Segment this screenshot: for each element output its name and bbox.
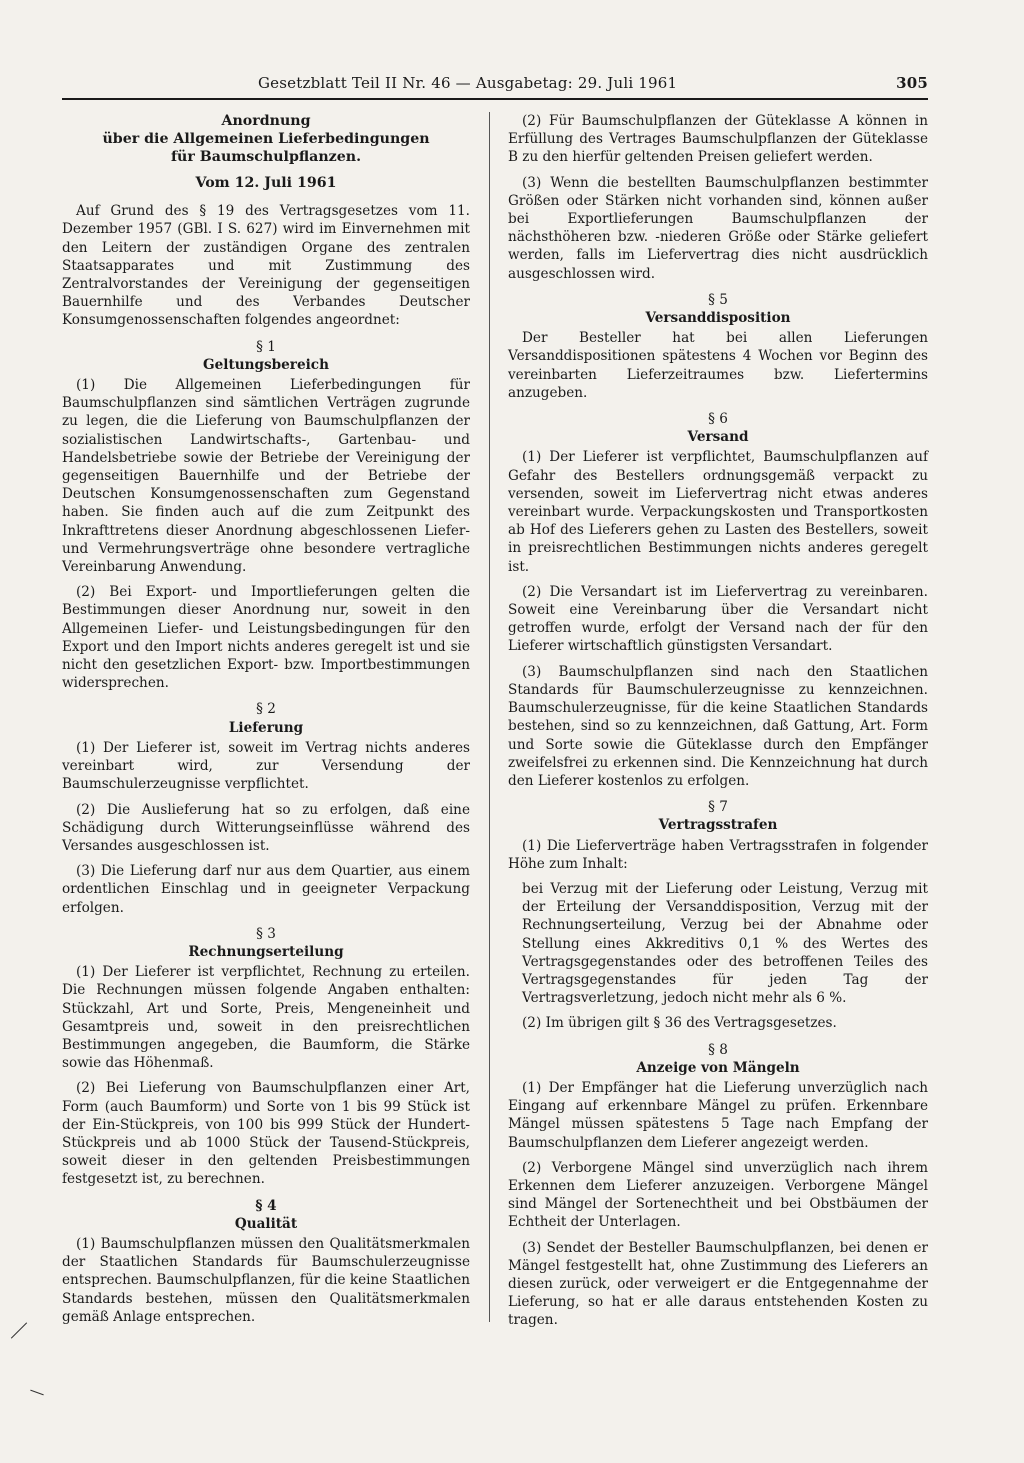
doc-title-line-2: über die Allgemeinen Lieferbedingungen xyxy=(102,131,430,147)
section-1-paragraph-2: (2) Bei Export- und Importlieferungen gelten die Bestimmungen dieser Anordnung nur, soweit in den Allgemeinen Liefer- und Leistungsbedingungen für den Export und den Import nichts anderes geregelt ist und sie nicht den gesetzlichen Export- bzw. Importbestimmungen widersprechen. xyxy=(62,584,470,692)
section-8-number: § 8 xyxy=(708,1041,728,1058)
section-5-paragraph-1: Der Besteller hat bei allen Lieferungen Versanddispositionen spätestens 4 Wochen vor Beginn des vereinbarten Lieferzeitraumes bzw. Liefertermins anzugeben. xyxy=(508,330,928,401)
section-6-paragraph-2: (2) Die Versandart ist im Liefervertrag zu vereinbaren. Soweit eine Vereinbarung über die Versandart nicht getroffen wurde, erfolgt der Versand nach der für den Lieferer wirtschaftlich günstigsten Versandart. xyxy=(508,583,928,655)
section-6-title: Versand xyxy=(687,429,749,446)
section-7-paragraph-2: (2) Im übrigen gilt § 36 des Vertragsgesetzes. xyxy=(522,1015,837,1032)
section-8-title: Anzeige von Mängeln xyxy=(636,1059,800,1076)
section-5-number: § 5 xyxy=(708,291,728,308)
margin-mark xyxy=(30,1390,43,1396)
page-header xyxy=(62,74,928,96)
section-8-paragraph-3: (3) Sendet der Besteller Baumschulpflanzen, bei denen er Mängel festgestellt hat, ohne Zustimmung des Lieferers an diesen zurück, oder verweigert er die Entgegennahme der Lieferung, so hat er alle daraus entstehenden Kosten zu tragen. xyxy=(508,1239,928,1329)
section-1-paragraph-1: (1) Die Allgemeinen Lieferbedingungen für Baumschulpflanzen sind sämtlichen Verträgen zugrunde zu legen, die die Lieferung von Baumschulpflanzen der sozialistischen Landwirtschafts-, Gartenbau- und Handelsbetriebe sowie der Betriebe der Vereinigung der gegenseitigen Bauernhilfe und der Betriebe der Deutschen Konsumgenossenschaften zum Gegenstand haben. Sie finden auch auf die zum Zeitpunkt des Inkrafttretens dieser Anordnung abgeschlossenen Liefer- und Vermehrungsverträge ohne besondere vertragliche Vereinbarung Anwendung. xyxy=(62,377,470,576)
section-8-paragraph-1: (1) Der Empfänger hat die Lieferung unverzüglich nach Eingang auf erkennbare Mängel zu prüfen. Erkennbare Mängel müssen spätestens 5 Tage nach Empfang der Baumschulpflanzen dem Lieferer angezeigt werden. xyxy=(508,1079,928,1151)
section-3-paragraph-2: (2) Bei Lieferung von Baumschulpflanzen einer Art, Form (auch Baumform) und Sorte von 1 bis 99 Stück ist der Ein-Stückpreis, von 100 bis 999 Stück der Hundert-Stückpreis und ab 1000 Stück der Tausend-Stückpreis, soweit dieser in den geltenden Preisbestimmungen festgesetzt ist, zu berechnen. xyxy=(62,1080,470,1188)
section-3-title: Rechnungserteilung xyxy=(188,943,344,960)
section-1-title: Geltungsbereich xyxy=(203,356,329,373)
section-1-number: § 1 xyxy=(256,338,276,355)
doc-title-line-1: Anordnung xyxy=(221,113,311,129)
section-4-number: § 4 xyxy=(255,1197,277,1214)
section-7-penalty-block: bei Verzug mit der Lieferung oder Leistung, Verzug mit der Erteilung der Versanddisposition, Verzug mit der Rechnungserteilung, Verzug bei der Abnahme oder Stellung eines Akkreditivs 0,1 % des Wertes des Vertragsgegenstandes oder des betroffenen Teiles des Vertragsgegenstandes für jeden Tag der Vertragsverletzung, jedoch nicht mehr als 6 %. xyxy=(522,880,928,1007)
section-7-number: § 7 xyxy=(708,799,728,816)
section-3-number: § 3 xyxy=(256,925,276,942)
section-2-paragraph-2: (2) Die Auslieferung hat so zu erfolgen, daß eine Schädigung durch Witterungseinflüsse während des Versandes ausgeschlossen ist. xyxy=(62,801,470,854)
intro-paragraph: Auf Grund des § 19 des Vertragsgesetzes vom 11. Dezember 1957 (GBl. I S. 627) wird im Einvernehmen mit den Leitern der zuständigen Organe des zentralen Staatsapparates und mit Zustimmung des Zentralvorstandes der Vereinigung der gegenseitigen Bauernhilfe und des Verbandes Deutscher Konsumgenossenschaften folgendes angeordnet: xyxy=(62,203,470,329)
doc-date: Vom 12. Juli 1961 xyxy=(195,175,337,191)
section-2-paragraph-3: (3) Die Lieferung darf nur aus dem Quartier, aus einem ordentlichen Einschlag und in geeigneter Verpackung erfolgen. xyxy=(62,863,470,916)
section-2-paragraph-1: (1) Der Lieferer ist, soweit im Vertrag nichts anderes vereinbart wird, zur Versendung der Baumschulerzeugnisse verpflichtet. xyxy=(62,739,470,793)
left-column xyxy=(62,112,470,1333)
section-4-title: Qualität xyxy=(234,1215,298,1232)
section-6-paragraph-3: (3) Baumschulpflanzen sind nach den Staatlichen Standards für Baumschulerzeugnisse zu kennzeichnen. Baumschulerzeugnisse, für die keine Staatlichen Standards bestehen, sind so zu kennzeichnen, daß Gattung, Art. Form und Sorte sowie die Güteklasse durch den Empfänger zweifelsfrei zu erkennen sind. Die Kennzeichnung hat durch den Lieferer kostenlos zu erfolgen. xyxy=(508,663,928,789)
header-rule xyxy=(62,98,928,100)
section-7-paragraph-1: (1) Die Lieferverträge haben Vertragsstrafen in folgender Höhe zum Inhalt: xyxy=(508,837,928,872)
section-8-paragraph-2: (2) Verborgene Mängel sind unverzüglich nach ihrem Erkennen dem Lieferer anzuzeigen. Verborgene Mängel sind Mängel der Sortenechtheit und bei Obstbäumen der Echtheit der Unterlagen. xyxy=(508,1159,928,1231)
page-number: 305 xyxy=(896,74,928,92)
section-6-paragraph-1: (1) Der Lieferer ist verpflichtet, Baumschulpflanzen auf Gefahr des Bestellers ordnungsgemäß verpackt zu versenden, soweit im Liefervertrag nicht etwas anderes vereinbart wurde. Verpackungskosten und Transportkosten ab Hof des Lieferers gehen zu Lasten des Bestellers, soweit in preisrechtlichen Bestimmungen nichts anderes geregelt ist. xyxy=(508,449,928,575)
header-title: Gesetzblatt Teil II Nr. 46 — Ausgabetag: 29. Juli 1961 xyxy=(258,74,678,92)
section-6-number: § 6 xyxy=(708,411,728,428)
section-2-number: § 2 xyxy=(256,701,276,718)
doc-title-line-3: für Baumschulpflanzen. xyxy=(170,149,362,165)
section-5-title: Versanddisposition xyxy=(645,310,791,327)
section-4-paragraph-2: (2) Für Baumschulpflanzen der Güteklasse A können in Erfüllung des Vertrages Baumschulpflanzen der Güteklasse B zu den hierfür geltenden Preisen geliefert werden. xyxy=(508,113,928,166)
section-7-title: Vertragsstrafen xyxy=(658,817,778,834)
section-2-title: Lieferung xyxy=(228,719,304,736)
column-divider xyxy=(489,112,490,1322)
section-3-paragraph-1: (1) Der Lieferer ist verpflichtet, Rechnung zu erteilen. Die Rechnungen müssen folgende Angaben enthalten: Stückzahl, Art und Sorte, Preis, Mengeneinheit und Gesamtpreis und, soweit in den preisrechtlichen Bestimmungen angegeben, die Baumform, die Stärke sowie das Höhenmaß. xyxy=(62,964,470,1072)
section-4-paragraph-3: (3) Wenn die bestellten Baumschulpflanzen bestimmter Größen oder Stärken nicht vorhanden sind, können außer bei Exportlieferungen Baumschulpflanzen der nächsthöheren bzw. -niederen Größe oder Stärke geliefert werden, falls im Liefervertrag dies nicht ausdrücklich ausgeschlossen wird. xyxy=(508,174,928,282)
section-4-paragraph-1: (1) Baumschulpflanzen müssen den Qualitätsmerkmalen der Staatlichen Standards für Baumschulerzeugnisse entsprechen. Baumschulpflanzen, für die keine Staatlichen Standards bestehen, müssen den Qualitätsmerkmalen gemäß Anlage entsprechen. xyxy=(62,1235,470,1325)
right-column xyxy=(508,112,928,1337)
margin-mark xyxy=(11,1322,27,1338)
